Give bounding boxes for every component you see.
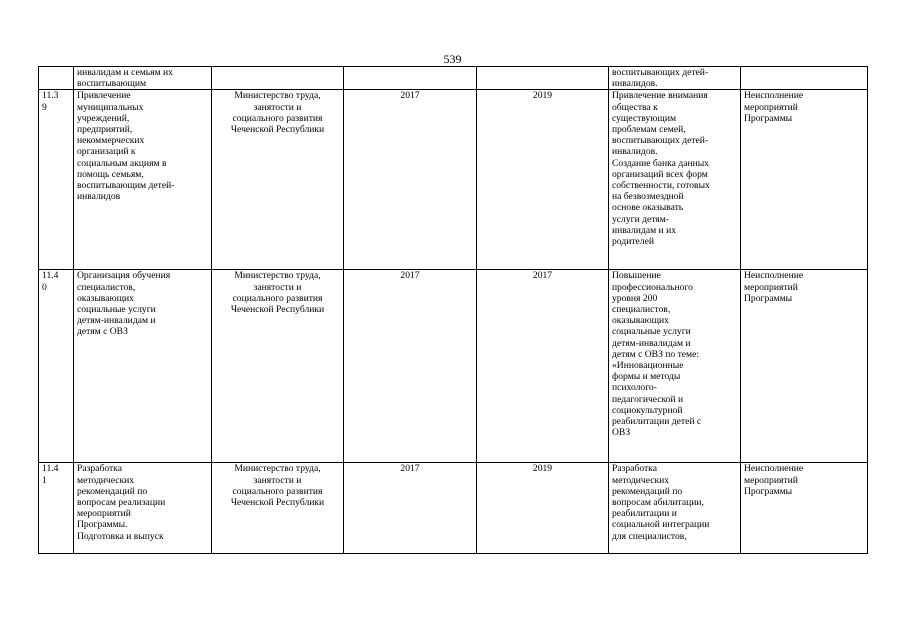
cell-number: 11.4 0 (39, 270, 74, 463)
table-row-11-39 (39, 90, 868, 270)
cell-start-year: 2017 (344, 270, 477, 463)
cell-end-year (477, 67, 609, 90)
table-row-11-40 (39, 270, 868, 463)
cell-executor: Министерство труда, занятости и социального развития Чеченской Республики (212, 463, 344, 554)
cell-number: 11.3 9 (39, 90, 74, 270)
cell-end-year: 2019 (477, 90, 609, 270)
table-row-continued (39, 67, 868, 90)
cell-number: 11.4 1 (39, 463, 74, 554)
cell-measure-name: Разработка методических рекомендаций по вопросам реализации мероприятий Программы. Подготовка и выпуск (74, 463, 212, 554)
cell-start-year (344, 67, 477, 90)
cell-expected-result: воспитывающих детей- инвалидов. (609, 67, 741, 90)
program-measures-table (38, 66, 868, 554)
cell-executor: Министерство труда, занятости и социального развития Чеченской Республики (212, 270, 344, 463)
cell-executor (212, 67, 344, 90)
cell-executor: Министерство труда, занятости и социального развития Чеченской Республики (212, 90, 344, 270)
cell-measure-name: инвалидам и семьям их воспитывающим (74, 67, 212, 90)
cell-number (39, 67, 74, 90)
cell-expected-result: Привлечение внимания общества к существующим проблемам семей, воспитывающих детей- инвалидов. Создание банка данных организаций всех форм собственности, готовых на безвозмездной основе оказывать услуги детям- инвалидам и их родителей (609, 90, 741, 270)
cell-measure-name: Организация обучения специалистов, оказывающих социальные услуги детям-инвалидам и детям с ОВЗ (74, 270, 212, 463)
cell-risk: Неисполнение мероприятий Программы (741, 463, 868, 554)
cell-risk (741, 67, 868, 90)
cell-end-year: 2017 (477, 270, 609, 463)
page-number: 539 (443, 52, 462, 66)
cell-start-year: 2017 (344, 90, 477, 270)
cell-start-year: 2017 (344, 463, 477, 554)
cell-expected-result: Разработка методических рекомендаций по вопросам абилитации, реабилитации и социальной интеграции для специалистов, (609, 463, 741, 554)
cell-risk: Неисполнение мероприятий Программы (741, 270, 868, 463)
cell-expected-result: Повышение профессионального уровня 200 специалистов, оказывающих социальные услуги детям-инвалидам и детям с ОВЗ по теме: «Инновационные формы и методы психолого- педагогической и социокультурной реабилитации детей с ОВЗ (609, 270, 741, 463)
table-row-11-41 (39, 463, 868, 554)
cell-risk: Неисполнение мероприятий Программы (741, 90, 868, 270)
cell-end-year: 2019 (477, 463, 609, 554)
cell-measure-name: Привлечение муниципальных учреждений, предприятий, некоммерческих организаций к социальным акциям в помощь семьям, воспитывающим детей- инвалидов (74, 90, 212, 270)
